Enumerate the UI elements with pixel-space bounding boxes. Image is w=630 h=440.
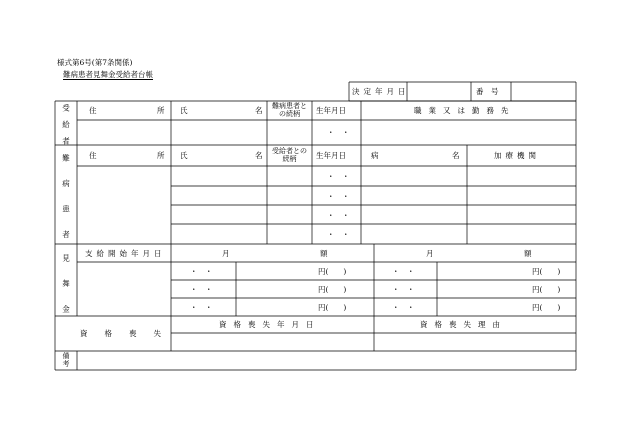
payment-month-label-right: 月 (426, 249, 434, 258)
loss-date-label: 資格喪失年月日 (219, 320, 321, 329)
decision-date-label: 決定年月日 (352, 87, 410, 96)
number-label: 番 号 (476, 87, 499, 96)
payment-section-label: 見舞金 (61, 254, 71, 331)
payment-month-label-left: 月 (222, 249, 230, 258)
recipient-name-right: 名 (255, 106, 263, 115)
loss-reason-label: 資格喪失理由 (420, 320, 507, 329)
payment-left-date: ・ ・ (190, 285, 213, 294)
payment-right-date: ・ ・ (392, 285, 415, 294)
recipient-birthdate-label: 生年月日 (316, 106, 346, 115)
payment-right-amount: 円( ) (532, 267, 561, 276)
patient-birthdate-value: ・ ・ (327, 192, 350, 201)
loss-label: 資格喪失 (80, 329, 178, 338)
recipient-address-right: 所 (157, 106, 165, 115)
payment-right-amount: 円( ) (532, 285, 561, 294)
payment-left-amount: 円( ) (318, 267, 347, 276)
recipient-section-label: 受給者 (61, 104, 71, 154)
patient-hospital-label: 加療機関 (494, 151, 540, 160)
patient-relation-label: 受給者との続柄 (272, 147, 307, 164)
recipient-relation-label: 難病患者との続柄 (272, 102, 307, 119)
payment-left-amount: 円( ) (318, 285, 347, 294)
patient-birthdate-value: ・ ・ (327, 172, 350, 181)
payment-amount-label-right: 額 (524, 249, 532, 258)
patient-disease-left: 病 (371, 151, 379, 160)
patient-name-left: 氏 (180, 151, 188, 160)
patient-disease-right: 名 (452, 151, 460, 160)
patient-name-right: 名 (255, 151, 263, 160)
remarks-label: 備考 (62, 352, 70, 368)
patient-address-right: 所 (157, 151, 165, 160)
recipient-name-left: 氏 (180, 106, 188, 115)
patient-birthdate-label: 生年月日 (316, 151, 346, 160)
payment-start-date-label: 支給開始年月日 (85, 249, 166, 258)
recipient-birthdate-value: ・ ・ (327, 128, 350, 137)
payment-right-date: ・ ・ (392, 267, 415, 276)
payment-left-date: ・ ・ (190, 267, 213, 276)
patient-birthdate-value: ・ ・ (327, 230, 350, 239)
payment-right-date: ・ ・ (392, 303, 415, 312)
patient-address-left: 住 (89, 151, 97, 160)
recipient-address-left: 住 (89, 106, 97, 115)
page-title: 難病患者見舞金受給者台帳 (63, 70, 153, 79)
patient-section-label: 難病患者 (61, 154, 71, 256)
recipient-occupation-label: 職業又は勤務先 (414, 106, 516, 115)
patient-birthdate-value: ・ ・ (327, 211, 350, 220)
payment-left-date: ・ ・ (190, 303, 213, 312)
payment-left-amount: 円( ) (318, 303, 347, 312)
payment-amount-label-left: 額 (320, 249, 328, 258)
payment-right-amount: 円( ) (532, 303, 561, 312)
form-number: 様式第6号(第7条関係) (57, 58, 133, 67)
